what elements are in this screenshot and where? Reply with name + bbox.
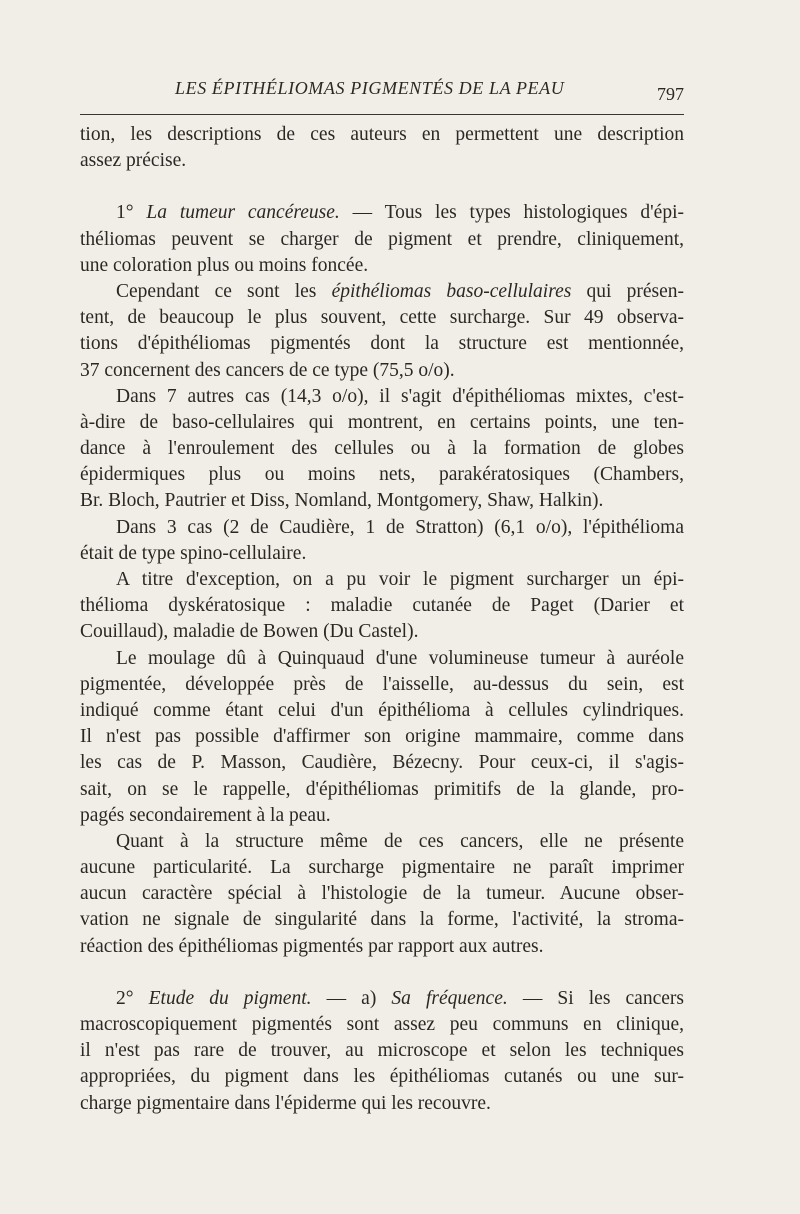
text-line: assez précise.	[80, 150, 187, 172]
emphasis: épithéliomas baso-cellulaires	[331, 280, 572, 302]
text-line: les cas de P. Masson, Caudière, Bézecny. Pour ceux-ci, il s'agis-	[80, 752, 684, 774]
section-title: La tumeur cancéreuse.	[146, 202, 340, 224]
text-line: tions d'épithéliomas pigmentés dont la structure est mentionnée,	[80, 333, 684, 355]
text-line: Il n'est pas possible d'affirmer son origine mammaire, comme dans	[80, 726, 684, 748]
section-number: 2°	[116, 987, 149, 1009]
section-title: Etude du pigment.	[148, 987, 312, 1009]
text-line: il n'est pas rare de trouver, au microscope et selon les techniques	[80, 1040, 684, 1062]
text-run: — a)	[311, 987, 392, 1009]
section-heading-line	[80, 986, 684, 1012]
text-line: aucun caractère spécial à l'histologie de la tumeur. Aucune obser-	[80, 883, 684, 905]
header-rule	[80, 114, 684, 115]
paragraph-gap	[80, 960, 684, 986]
text-line: une coloration plus ou moins foncée.	[80, 254, 369, 276]
page-header	[80, 78, 684, 108]
text-line	[80, 279, 684, 305]
text-line: Couillaud), maladie de Bowen (Du Castel).	[80, 621, 419, 643]
text-line: réaction des épithéliomas pigmentés par rapport aux autres.	[80, 935, 544, 957]
subsection-title: Sa fréquence.	[391, 987, 508, 1009]
section-heading-line	[80, 200, 684, 226]
text-line: théliomas peuvent se charger de pigment et prendre, cliniquement,	[80, 228, 684, 250]
text-line: était de type spino-cellulaire.	[80, 542, 307, 564]
text-line: dance à l'enroulement des cellules ou à la formation de globes	[80, 438, 684, 460]
text-line: thélioma dyskératosique : maladie cutanée de Paget (Darier et	[80, 595, 684, 617]
text-run: qui présen-	[571, 280, 685, 302]
text-line: Dans 7 autres cas (14,3 o/o), il s'agit d'épithéliomas mixtes, c'est-	[116, 385, 684, 407]
text-line: appropriées, du pigment dans les épithéliomas cutanés ou une sur-	[80, 1066, 684, 1088]
text-line: Br. Bloch, Pautrier et Diss, Nomland, Montgomery, Shaw, Halkin).	[80, 490, 604, 512]
text-line: vation ne signale de singularité dans la forme, l'activité, la stroma-	[80, 909, 684, 931]
text-line: tion, les descriptions de ces auteurs en permettent une description	[80, 124, 684, 145]
text-line: pagés secondairement à la peau.	[80, 804, 331, 826]
text-line: Dans 3 cas (2 de Caudière, 1 de Stratton) (6,1 o/o), l'épithélioma	[116, 516, 684, 538]
text-line: macroscopiquement pigmentés sont assez peu communs en clinique,	[80, 1014, 684, 1035]
text-line: pigmentée, développée près de l'aisselle, au-dessus du sein, est	[80, 673, 684, 695]
running-title: LES ÉPITHÉLIOMAS PIGMENTÉS DE LA PEAU	[175, 78, 565, 98]
paragraph-gap	[80, 174, 684, 200]
text-line: A titre d'exception, on a pu voir le pigment surcharger un épi-	[116, 569, 684, 590]
text-line: indiqué comme étant celui d'un épithélioma à cellules cylindriques.	[80, 699, 684, 721]
text-line: tent, de beaucoup le plus souvent, cette surcharge. Sur 49 observa-	[80, 307, 684, 329]
text-line: sait, on se le rappelle, d'épithéliomas primitifs de la glande, pro-	[80, 778, 684, 800]
text-line: Quant à la structure même de ces cancers, elle ne présente	[116, 830, 684, 852]
page-number: 797	[657, 84, 684, 104]
text-run: — Si les cancers	[507, 987, 684, 1009]
text-run: Cependant ce sont les	[116, 280, 332, 302]
text-line: à-dire de baso-cellulaires qui montrent, en certains points, une ten-	[80, 411, 684, 433]
body-text	[80, 122, 684, 1117]
text-line: Le moulage dû à Quinquaud d'une volumineuse tumeur à auréole	[116, 647, 684, 669]
text-line: épidermiques plus ou moins nets, parakératosiques (Chambers,	[80, 464, 684, 486]
text-line: charge pigmentaire dans l'épiderme qui les recouvre.	[80, 1092, 491, 1114]
text-line: 37 concernent des cancers de ce type (75,5 o/o).	[80, 359, 455, 381]
text-run: — Tous les types histologiques d'épi-	[339, 202, 684, 224]
text-line: aucune particularité. La surcharge pigmentaire ne paraît imprimer	[80, 857, 684, 879]
section-number: 1°	[116, 202, 147, 224]
